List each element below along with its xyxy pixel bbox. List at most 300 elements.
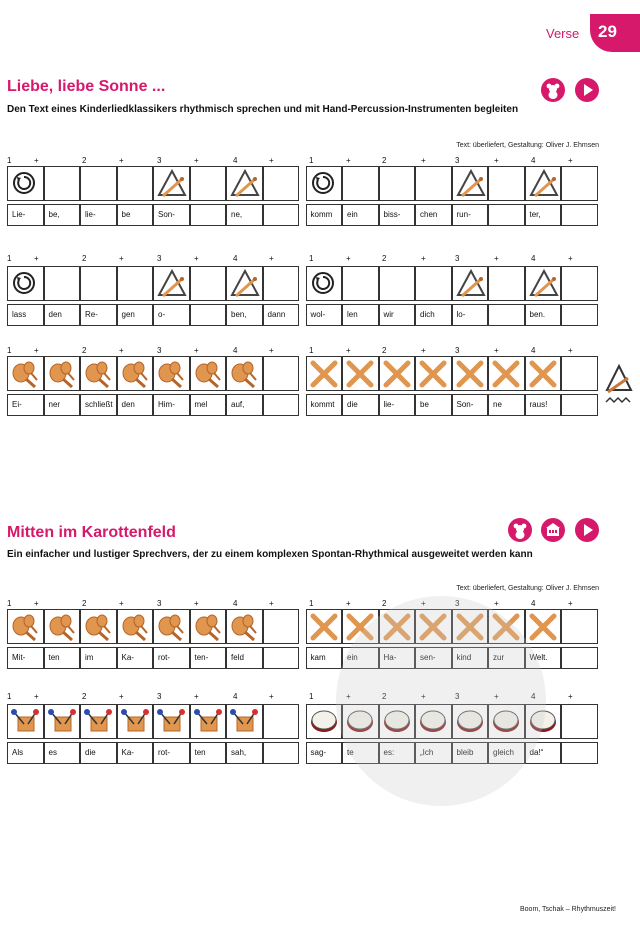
- beat-label: 2: [82, 599, 87, 608]
- page-number: 29: [598, 22, 617, 41]
- icon-cell: [226, 166, 263, 201]
- syllable-text: da!“: [529, 748, 544, 757]
- syllable-text: mel: [194, 400, 208, 409]
- beat-label: 1: [309, 599, 314, 608]
- icon-cell: [379, 266, 416, 301]
- syllable-cell: [44, 742, 81, 764]
- syllable-text: dann: [267, 310, 286, 319]
- icon-cell: [488, 266, 525, 301]
- maracas-icon: [119, 358, 151, 395]
- syllable-cell: [263, 204, 300, 226]
- maracas-icon: [155, 611, 187, 648]
- beat-label: +: [269, 346, 274, 355]
- beat-label: 4: [233, 346, 238, 355]
- beat-numbers-row-2: [7, 254, 597, 264]
- beat-label: +: [421, 254, 426, 263]
- icon-cell: [117, 609, 154, 644]
- syllable-cell: [190, 204, 227, 226]
- icon-cell: [153, 266, 190, 301]
- woodblock-icon: [9, 706, 41, 743]
- beat-label: 1: [7, 599, 12, 608]
- syllable-cell: [44, 394, 81, 416]
- icon-cell: [525, 266, 562, 301]
- teddy-bear-icon[interactable]: [541, 78, 565, 102]
- syllable-text: Ha-: [383, 653, 397, 662]
- syllable-cell: [190, 742, 227, 764]
- icon-cell: [452, 266, 489, 301]
- syllable-text: lie-: [85, 210, 96, 219]
- syllable-text: die: [85, 748, 96, 757]
- beat-label: 1: [309, 254, 314, 263]
- syllable-text: raus!: [529, 400, 548, 409]
- syllable-text: Ka-: [121, 748, 134, 757]
- syllable-cell: [415, 304, 452, 326]
- beat-label: +: [568, 346, 573, 355]
- beat-label: +: [421, 599, 426, 608]
- syllable-text: len: [347, 310, 358, 319]
- section-subtitle-1: Den Text eines Kinderliedklassikers rhythmisch sprechen und mit Hand-Percussion-Instrumenten begleiten: [7, 104, 519, 115]
- syllable-cell: [561, 204, 598, 226]
- beat-label: +: [34, 254, 39, 263]
- syllable-cell: [7, 742, 44, 764]
- syllable-text: lass: [12, 310, 27, 319]
- syllable-text: sag-: [310, 748, 327, 757]
- beat-label: +: [346, 254, 351, 263]
- watermark: [336, 596, 546, 806]
- syllable-cell: [153, 647, 190, 669]
- icon-cell: [452, 356, 489, 391]
- syllable-cell: [226, 394, 263, 416]
- syllable-text: gleich: [493, 748, 514, 757]
- icon-cell: [306, 266, 343, 301]
- syllable-cell: [263, 647, 300, 669]
- syllable-text: be: [420, 400, 429, 409]
- beat-label: +: [568, 254, 573, 263]
- beat-label: +: [119, 346, 124, 355]
- syllable-cell: [80, 204, 117, 226]
- icon-cell: [190, 356, 227, 391]
- beat-label: 4: [531, 254, 536, 263]
- beat-label: +: [568, 156, 573, 165]
- beat-label: +: [346, 692, 351, 701]
- syllable-text: Mit-: [12, 653, 26, 662]
- maracas-icon: [82, 358, 114, 395]
- syllable-text: o-: [158, 310, 166, 319]
- section-credit-1: Text: überliefert, Gestaltung: Oliver J. Ehmsen: [456, 142, 599, 149]
- icon-cell: [153, 356, 190, 391]
- syllable-text: ter,: [529, 210, 541, 219]
- icon-cell: [525, 166, 562, 201]
- syllable-text: lo-: [456, 310, 466, 319]
- beat-label: 4: [233, 599, 238, 608]
- icon-cell: [263, 266, 300, 301]
- rhythm-grid-1-2: [7, 266, 600, 326]
- maracas-icon: [119, 611, 151, 648]
- icon-cell: [561, 356, 598, 391]
- icon-cell: [415, 356, 452, 391]
- claves-icon: [308, 358, 340, 395]
- syllable-text: feld: [231, 653, 244, 662]
- icon-cell: [190, 266, 227, 301]
- syllable-text: gen: [121, 310, 135, 319]
- chapter-label: Verse: [546, 26, 580, 41]
- icon-cell: [488, 166, 525, 201]
- syllable-cell: [190, 647, 227, 669]
- beat-label: 2: [382, 254, 387, 263]
- syllable-cell: [190, 304, 227, 326]
- woodblock-icon: [155, 706, 187, 743]
- beat-label: +: [346, 156, 351, 165]
- section-subtitle-2: Ein einfacher und lustiger Sprechvers, der zu einem komplexen Spontan-Rhythmical ausgeweitet werden kann: [7, 549, 533, 560]
- beat-label: 2: [382, 692, 387, 701]
- icon-cell: [561, 704, 598, 739]
- syllable-text: Son-: [456, 400, 474, 409]
- triangle-instrument-icon: [155, 168, 189, 205]
- icon-cell: [44, 704, 81, 739]
- beat-label: 1: [7, 346, 12, 355]
- syllable-text: bleib: [456, 748, 474, 757]
- syllable-text: ben,: [231, 310, 247, 319]
- beat-label: 4: [531, 599, 536, 608]
- syllable-cell: [561, 304, 598, 326]
- triangle-instrument-icon: [228, 268, 262, 305]
- icon-cell: [153, 609, 190, 644]
- beat-label: +: [494, 156, 499, 165]
- beat-label: 4: [531, 156, 536, 165]
- syllable-text: Ka-: [121, 653, 134, 662]
- syllable-cell: [452, 304, 489, 326]
- rhythm-grid-1-3: [7, 356, 600, 416]
- beat-label: 1: [7, 156, 12, 165]
- icon-cell: [415, 166, 452, 201]
- beat-label: 2: [382, 599, 387, 608]
- syllable-cell: [117, 394, 154, 416]
- icon-cell: [190, 609, 227, 644]
- syllable-text: ein: [347, 210, 358, 219]
- icon-cell: [190, 166, 227, 201]
- beat-label: +: [568, 599, 573, 608]
- beat-numbers-row-4: [7, 599, 597, 609]
- icon-cell: [117, 166, 154, 201]
- syllable-cell: [306, 742, 343, 764]
- beat-label: +: [119, 692, 124, 701]
- icon-cell: [44, 166, 81, 201]
- syllable-text: Als: [12, 748, 24, 757]
- icon-cell: [80, 266, 117, 301]
- icon-cell: [190, 704, 227, 739]
- syllable-cell: [488, 394, 525, 416]
- syllable-cell: [153, 204, 190, 226]
- syllable-text: auf,: [231, 400, 245, 409]
- triangle-instrument-icon: [527, 168, 561, 205]
- syllable-cell: [80, 647, 117, 669]
- syllable-cell: [561, 394, 598, 416]
- icon-cell: [342, 266, 379, 301]
- syllable-text: wir: [383, 310, 394, 319]
- syllable-text: Him-: [158, 400, 175, 409]
- beat-label: +: [494, 692, 499, 701]
- icon-cell: [153, 166, 190, 201]
- woodblock-icon: [46, 706, 78, 743]
- triangle-instrument-icon: [454, 268, 488, 305]
- beat-label: 2: [382, 346, 387, 355]
- syllable-text: den: [48, 310, 62, 319]
- syllable-text: ben.: [529, 310, 546, 319]
- beat-label: 3: [455, 156, 460, 165]
- syllable-text: im: [85, 653, 94, 662]
- beat-label: 4: [233, 156, 238, 165]
- icon-cell: [44, 609, 81, 644]
- syllable-cell: [415, 394, 452, 416]
- syllable-cell: [44, 204, 81, 226]
- spin-arrow-icon: [308, 268, 338, 303]
- icon-cell: [379, 166, 416, 201]
- syllable-text: es:: [383, 748, 395, 757]
- icon-cell: [525, 356, 562, 391]
- syllable-cell: [452, 204, 489, 226]
- syllable-cell: [306, 204, 343, 226]
- beat-label: +: [34, 156, 39, 165]
- icon-cell: [452, 166, 489, 201]
- syllable-cell: [561, 647, 598, 669]
- beat-label: +: [494, 254, 499, 263]
- syllable-text: ein: [347, 653, 358, 662]
- syllable-text: zur: [493, 653, 505, 662]
- section-title-1: Liebe, liebe Sonne ...: [7, 78, 166, 95]
- icon-cell: [561, 166, 598, 201]
- woodblock-icon: [192, 706, 224, 743]
- syllable-text: Son-: [158, 210, 175, 219]
- school-icon[interactable]: [541, 518, 565, 542]
- beat-label: +: [194, 156, 199, 165]
- beat-label: 4: [233, 254, 238, 263]
- syllable-text: ten: [48, 653, 60, 662]
- icon-cell: [80, 356, 117, 391]
- syllable-cell: [153, 742, 190, 764]
- beat-label: +: [194, 254, 199, 263]
- beat-label: 3: [455, 254, 460, 263]
- syllable-cell: [525, 394, 562, 416]
- claves-icon: [454, 358, 486, 395]
- icon-cell: [226, 609, 263, 644]
- maracas-icon: [155, 358, 187, 395]
- icon-cell: [306, 356, 343, 391]
- beat-label: 3: [157, 254, 162, 263]
- icon-cell: [7, 356, 44, 391]
- maracas-icon: [9, 358, 41, 395]
- syllable-cell: [263, 742, 300, 764]
- icon-cell: [263, 356, 300, 391]
- syllable-cell: [525, 304, 562, 326]
- syllable-text: wol-: [310, 310, 326, 319]
- beat-label: +: [346, 346, 351, 355]
- syllable-text: ne: [493, 400, 502, 409]
- syllable-cell: [263, 304, 300, 326]
- syllable-text: dich: [420, 310, 435, 319]
- icon-cell: [80, 166, 117, 201]
- woodblock-icon: [119, 706, 151, 743]
- section-credit-2: Text: überliefert, Gestaltung: Oliver J. Ehmsen: [456, 585, 599, 592]
- claves-icon: [527, 358, 559, 395]
- play-icon[interactable]: [575, 518, 599, 542]
- beat-label: 1: [309, 156, 314, 165]
- syllable-text: komm: [310, 210, 333, 219]
- syllable-cell: [525, 204, 562, 226]
- syllable-text: ten: [194, 748, 206, 757]
- syllable-cell: [306, 304, 343, 326]
- beat-label: 3: [455, 599, 460, 608]
- claves-icon: [527, 611, 559, 648]
- syllable-cell: [153, 304, 190, 326]
- beat-label: 3: [455, 692, 460, 701]
- claves-icon: [417, 358, 449, 395]
- icon-cell: [226, 356, 263, 391]
- section-title-2: Mitten im Karottenfeld: [7, 524, 176, 541]
- icon-cell: [117, 356, 154, 391]
- syllable-cell: [226, 304, 263, 326]
- beat-label: 2: [82, 692, 87, 701]
- syllable-cell: [379, 394, 416, 416]
- icon-cell: [379, 356, 416, 391]
- play-icon[interactable]: [575, 78, 599, 102]
- icon-cell: [44, 266, 81, 301]
- icon-cell: [525, 609, 562, 644]
- claves-icon: [490, 358, 522, 395]
- syllable-cell: [44, 304, 81, 326]
- spin-arrow-icon: [308, 168, 338, 203]
- spin-arrow-icon: [9, 268, 39, 303]
- syllable-text: chen: [420, 210, 438, 219]
- syllable-text: kommt: [310, 400, 335, 409]
- syllable-cell: [80, 394, 117, 416]
- syllable-text: den: [121, 400, 135, 409]
- syllable-cell: [561, 742, 598, 764]
- icon-cell: [263, 166, 300, 201]
- icon-cell: [415, 266, 452, 301]
- icon-cell: [7, 166, 44, 201]
- syllable-cell: [379, 304, 416, 326]
- icon-cell: [7, 704, 44, 739]
- rhythm-grid-1-1: [7, 166, 600, 226]
- beat-label: 4: [233, 692, 238, 701]
- maracas-icon: [228, 611, 260, 648]
- icon-cell: [263, 609, 300, 644]
- icon-cell: [7, 609, 44, 644]
- claves-icon: [344, 358, 376, 395]
- syllable-text: es: [48, 748, 57, 757]
- syllable-text: be: [121, 210, 131, 219]
- triangle-instrument-icon: [454, 168, 488, 205]
- syllable-cell: [7, 647, 44, 669]
- triangle-instrument-icon: [228, 168, 262, 205]
- syllable-cell: [306, 394, 343, 416]
- beat-label: 4: [531, 346, 536, 355]
- icon-cell: [306, 609, 343, 644]
- syllable-text: kind: [456, 653, 472, 662]
- beat-label: +: [34, 692, 39, 701]
- icon-cell: [80, 609, 117, 644]
- beat-label: +: [494, 346, 499, 355]
- syllable-cell: [117, 742, 154, 764]
- icon-cell: [306, 166, 343, 201]
- icon-cell: [7, 266, 44, 301]
- icon-cell: [342, 356, 379, 391]
- syllable-text: biss-: [383, 210, 401, 219]
- syllable-cell: [488, 204, 525, 226]
- beat-label: 3: [157, 692, 162, 701]
- icon-cell: [561, 266, 598, 301]
- beat-label: 3: [157, 156, 162, 165]
- syllable-cell: [263, 394, 300, 416]
- syllable-cell: [117, 647, 154, 669]
- beat-label: 3: [157, 346, 162, 355]
- triangle-instrument-icon: [155, 268, 189, 305]
- icon-cell: [226, 704, 263, 739]
- icon-cell: [342, 166, 379, 201]
- beat-label: +: [346, 599, 351, 608]
- syllable-cell: [44, 647, 81, 669]
- spin-arrow-icon: [9, 168, 39, 203]
- teddy-bear-icon[interactable]: [508, 518, 532, 542]
- beat-label: +: [119, 156, 124, 165]
- beat-label: +: [421, 692, 426, 701]
- maracas-icon: [228, 358, 260, 395]
- beat-label: +: [269, 254, 274, 263]
- beat-label: +: [34, 346, 39, 355]
- icon-cell: [488, 356, 525, 391]
- syllable-cell: [226, 204, 263, 226]
- claves-icon: [308, 611, 340, 648]
- icon-cell: [117, 704, 154, 739]
- beat-label: +: [119, 599, 124, 608]
- syllable-cell: [342, 304, 379, 326]
- syllable-text: sen-: [420, 653, 436, 662]
- icon-cell: [80, 704, 117, 739]
- maracas-icon: [46, 611, 78, 648]
- triangle-instrument-icon: [527, 268, 561, 305]
- beat-label: +: [194, 692, 199, 701]
- syllable-cell: [452, 394, 489, 416]
- syllable-cell: [226, 647, 263, 669]
- beat-label: +: [34, 599, 39, 608]
- syllable-cell: [80, 304, 117, 326]
- beat-label: 1: [7, 692, 12, 701]
- syllable-cell: [342, 204, 379, 226]
- syllable-cell: [342, 394, 379, 416]
- beat-label: +: [568, 692, 573, 701]
- woodblock-icon: [82, 706, 114, 743]
- icon-cell: [153, 704, 190, 739]
- beat-label: +: [194, 599, 199, 608]
- syllable-text: be,: [48, 210, 60, 219]
- beat-label: 1: [309, 692, 314, 701]
- syllable-text: kam: [310, 653, 326, 662]
- syllable-text: Welt.: [529, 653, 548, 662]
- beat-label: 2: [82, 156, 87, 165]
- syllable-cell: [153, 394, 190, 416]
- syllable-cell: [415, 204, 452, 226]
- beat-label: +: [421, 156, 426, 165]
- beat-label: 3: [455, 346, 460, 355]
- syllable-cell: [117, 204, 154, 226]
- beat-label: +: [269, 156, 274, 165]
- syllable-cell: [190, 394, 227, 416]
- beat-label: +: [269, 692, 274, 701]
- syllable-text: ten-: [194, 653, 209, 662]
- syllable-text: run-: [456, 210, 471, 219]
- syllable-text: Ei-: [12, 400, 22, 409]
- syllable-text: „Ich: [420, 748, 434, 757]
